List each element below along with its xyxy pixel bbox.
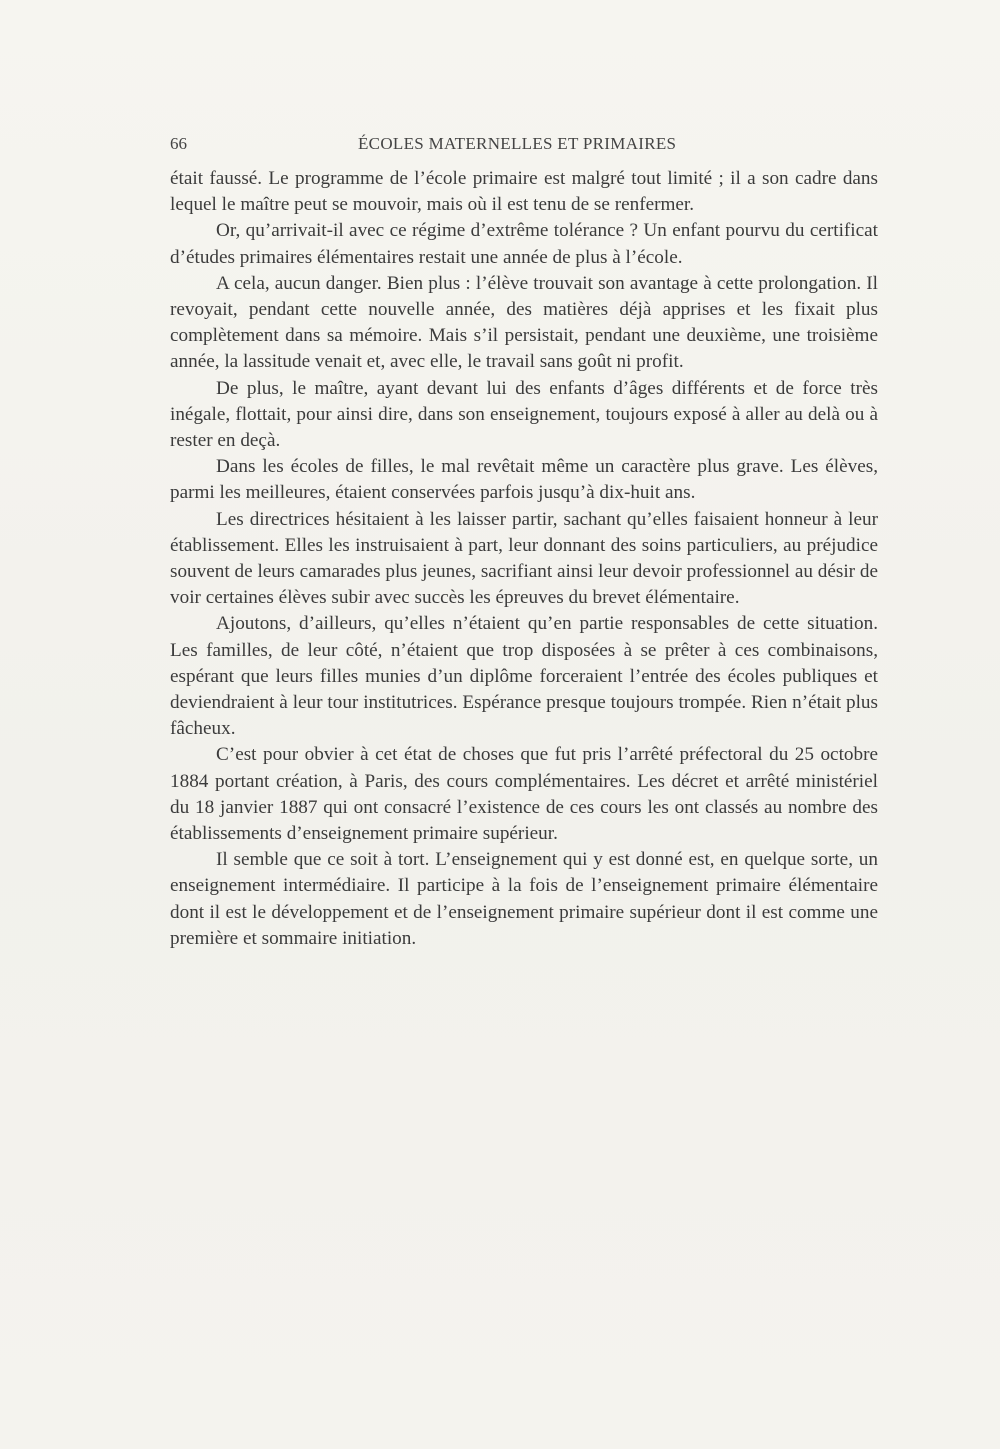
paragraph-8: C’est pour obvier à cet état de choses que fut pris l’arrêté préfectoral du 25 octobre 1884 portant création, à Paris, des cours complémentaires. Les décret et arrêté ministériel du 18 janvier 1887 qui ont consacré l’existence de ces cours les ont classés au nombre des établissements d’enseignement primaire supérieur. <box>170 744 878 845</box>
paragraph-3: A cela, aucun danger. Bien plus : l’élève trouvait son avantage à cette prolongation. Il revoyait, pendant cette nouvelle année, des matières déjà apprises et les fixait plus complètement dans sa mémoire. Mais s’il persistait, pendant une deuxième, une troisième année, la lassitude venait et, avec elle, le travail sans goût ni profit. <box>170 272 878 373</box>
paragraph-9: Il semble que ce soit à tort. L’enseignement qui y est donné est, en quelque sorte, un enseignement intermédiaire. Il participe à la fois de l’enseignement primaire élémentaire dont il est le développement et de l’enseignement primaire supérieur dont il est comme une première et sommaire initiation. <box>170 849 878 949</box>
page-header <box>170 134 870 156</box>
paragraph-5: Dans les écoles de filles, le mal revêtait même un caractère plus grave. Les élèves, parmi les meilleures, étaient conservées parfois jusqu’à dix-huit ans. <box>170 456 878 504</box>
paragraph-1: était faussé. Le programme de l’école primaire est malgré tout limité ; il a son cadre dans lequel le maître peut se mouvoir, mais où il est tenu de se renfermer. <box>170 168 878 216</box>
body-text <box>170 166 878 952</box>
paragraph-4: De plus, le maître, ayant devant lui des enfants d’âges différents et de force très inégale, flottait, pour ainsi dire, dans son enseignement, toujours exposé à aller au delà ou à rester en deçà. <box>170 377 878 452</box>
paragraph-2: Or, qu’arrivait-il avec ce régime d’extrême tolérance ? Un enfant pourvu du certificat d’études primaires élémentaires restait une année de plus à l’école. <box>170 220 878 268</box>
page-number: 66 <box>170 134 187 153</box>
paragraph-7: Ajoutons, d’ailleurs, qu’elles n’étaient qu’en partie responsables de cette situation. Les familles, de leur côté, n’étaient que trop disposées à se prêter à ces combinaisons, espérant que leurs filles munies d’un diplôme forceraient l’entrée des écoles publiques et deviendraient à leur tour institutrices. Espérance presque toujours trompée. Rien n’était plus fâcheux. <box>170 613 878 740</box>
running-title: ÉCOLES MATERNELLES ET PRIMAIRES <box>358 134 677 153</box>
paragraph-6: Les directrices hésitaient à les laisser partir, sachant qu’elles faisaient honneur à leur établissement. Elles les instruisaient à part, leur donnant des soins particuliers, au préjudice souvent de leurs camarades plus jeunes, sacrifiant ainsi leur devoir professionnel au désir de voir certaines élèves subir avec succès les épreuves du brevet élémentaire. <box>170 508 878 609</box>
